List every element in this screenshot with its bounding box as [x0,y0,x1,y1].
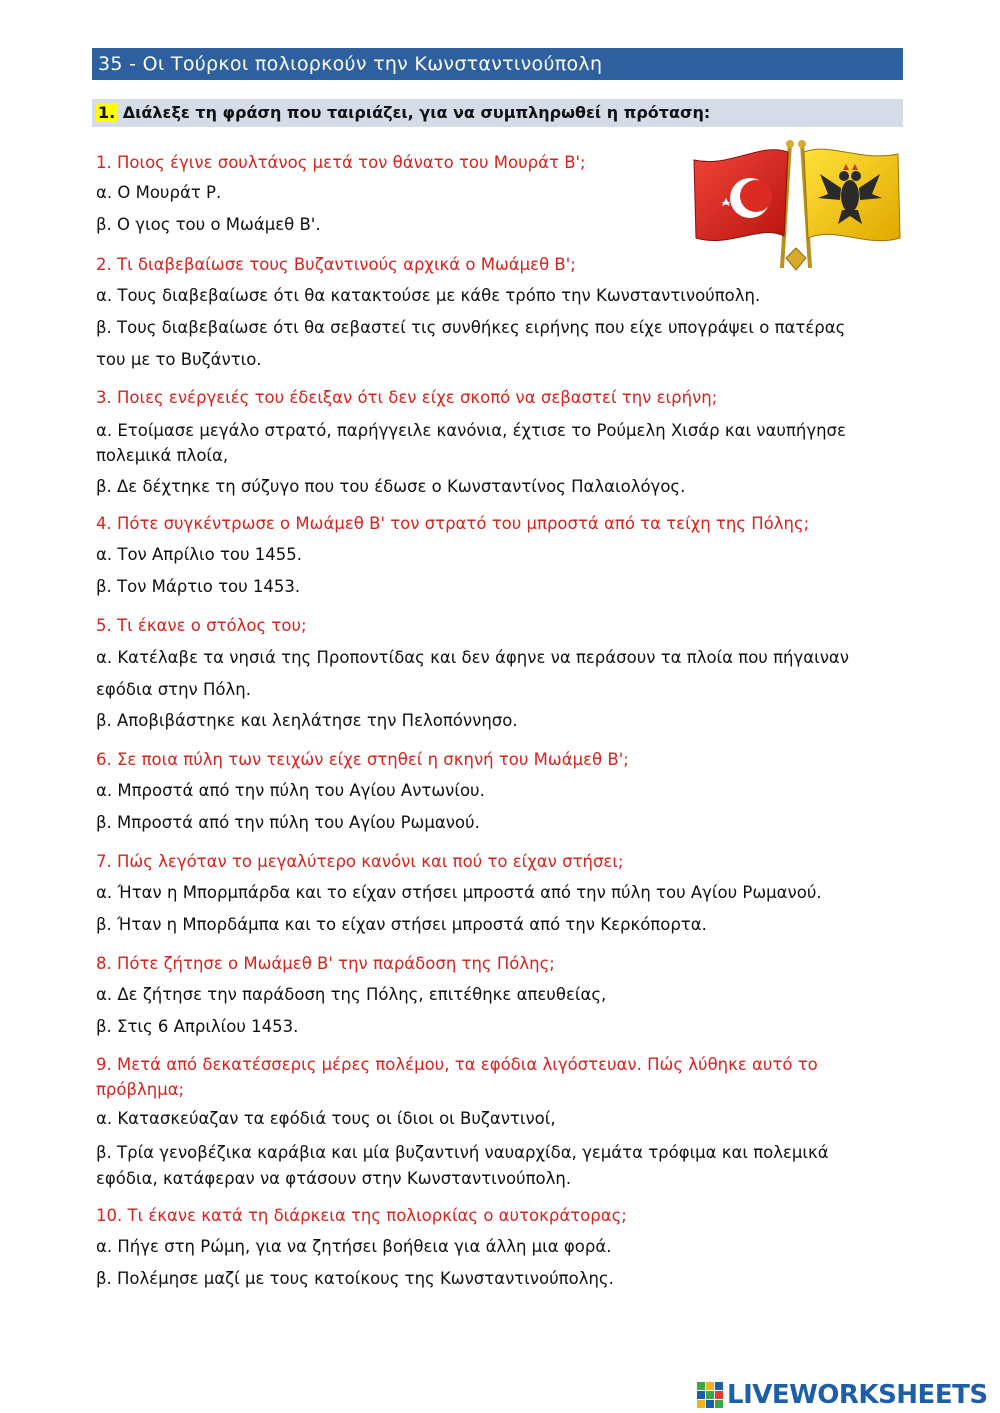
answer-3a-line2: πολεμικά πλοία, [96,446,229,465]
instruction-text: Διάλεξε τη φράση που ταιριάζει, για να συμπληρωθεί η πρόταση: [122,103,711,122]
question-8: 8. Πότε ζήτησε ο Μωάμεθ Β' την παράδοση της Πόλης; [96,954,555,973]
question-3: 3. Ποιες ενέργειές του έδειξαν ότι δεν είχε σκοπό να σεβαστεί την ειρήνη; [96,388,718,407]
question-10: 10. Τι έκανε κατά τη διάρκεια της πολιορκίας ο αυτοκράτορας; [96,1206,627,1225]
instruction-bar [92,99,903,127]
answer-6b: β. Μπροστά από την πύλη του Αγίου Ρωμανού. [96,813,480,832]
answer-6a: α. Μπροστά από την πύλη του Αγίου Αντωνίου. [96,781,485,800]
answer-3b: β. Δε δέχτηκε τη σύζυγο που του έδωσε ο Κωνσταντίνος Παλαιολόγος. [96,477,686,496]
answer-5a-line2: εφόδια στην Πόλη. [96,680,251,699]
answer-1a: α. Ο Μουράτ Ρ. [96,183,222,202]
question-6: 6. Σε ποια πύλη των τειχών είχε στηθεί η σκηνή του Μωάμεθ Β'; [96,750,629,769]
liveworksheets-logo[interactable] [697,1378,997,1412]
worksheet-title: 35 - Οι Τούρκοι πολιορκούν την Κωνσταντινούπολη [92,48,903,80]
answer-4b: β. Τον Μάρτιο του 1453. [96,577,301,596]
answer-1b: β. Ο γιος του ο Μωάμεθ Β'. [96,215,321,234]
answer-8b: β. Στις 6 Απριλίου 1453. [96,1017,299,1036]
answer-10b: β. Πολέμησε μαζί με τους κατοίκους της Κωνσταντινούπολης. [96,1269,614,1288]
question-5: 5. Τι έκανε ο στόλος του; [96,616,307,635]
answer-7b: β. Ήταν η Μπορδάμπα και το είχαν στήσει μπροστά από την Κερκόπορτα. [96,915,707,934]
instruction-number: 1. [98,103,116,122]
answer-9a: α. Κατασκεύαζαν τα εφόδιά τους οι ίδιοι οι Βυζαντινοί, [96,1109,556,1128]
question-4: 4. Πότε συγκέντρωσε ο Μωάμεθ Β' τον στρατό του μπροστά από τα τείχη της Πόλης; [96,514,810,533]
answer-2b-line1: β. Τους διαβεβαίωσε ότι θα σεβαστεί τις συνθήκες ειρήνης που είχε υπογράψει ο πατέρας [96,318,846,337]
answer-8a: α. Δε ζήτησε την παράδοση της Πόλης, επιτέθηκε απευθείας, [96,985,607,1004]
question-7: 7. Πώς λεγόταν το μεγαλύτερο κανόνι και πού το είχαν στήσει; [96,852,624,871]
answer-9b-line2: εφόδια, κατάφεραν να φτάσουν στην Κωνσταντινούπολη. [96,1169,572,1188]
question-1: 1. Ποιος έγινε σουλτάνος μετά τον θάνατο του Μουράτ Β'; [96,153,586,172]
answer-3a-line1: α. Ετοίμασε μεγάλο στρατό, παρήγγειλε κανόνια, έχτισε το Ρούμελη Χισάρ και ναυπήγησε [96,421,846,440]
answer-7a: α. Ήταν η Μπορμπάρδα και το είχαν στήσει μπροστά από την πύλη του Αγίου Ρωμανού. [96,883,822,902]
logo-grid-icon [697,1382,723,1408]
logo-text: LIVEWORKSHEETS [727,1380,988,1410]
answer-2b-line2: του με το Βυζάντιο. [96,350,262,369]
question-2: 2. Τι διαβεβαίωσε τους Βυζαντινούς αρχικά ο Μωάμεθ Β'; [96,255,576,274]
answer-9b-line1: β. Τρία γενοβέζικα καράβια και μία βυζαντινή ναυαρχίδα, γεμάτα τρόφιμα και πολεμικά [96,1143,829,1162]
answer-10a: α. Πήγε στη Ρώμη, για να ζητήσει βοήθεια για άλλη μια φορά. [96,1237,612,1256]
answer-4a: α. Τον Απρίλιο του 1455. [96,545,303,564]
answer-5a-line1: α. Κατέλαβε τα νησιά της Προποντίδας και δεν άφηνε να περάσουν τα πλοία που πήγαιναν [96,648,850,667]
question-9-line2: πρόβλημα; [96,1080,185,1099]
question-9-line1: 9. Μετά από δεκατέσσερις μέρες πολέμου, τα εφόδια λιγόστευαν. Πώς λύθηκε αυτό το [96,1055,818,1074]
answer-2a: α. Τους διαβεβαίωσε ότι θα κατακτούσε με κάθε τρόπο την Κωνσταντινούπολη. [96,286,761,305]
answer-5b: β. Αποβιβάστηκε και λεηλάτησε την Πελοπόννησο. [96,711,518,730]
